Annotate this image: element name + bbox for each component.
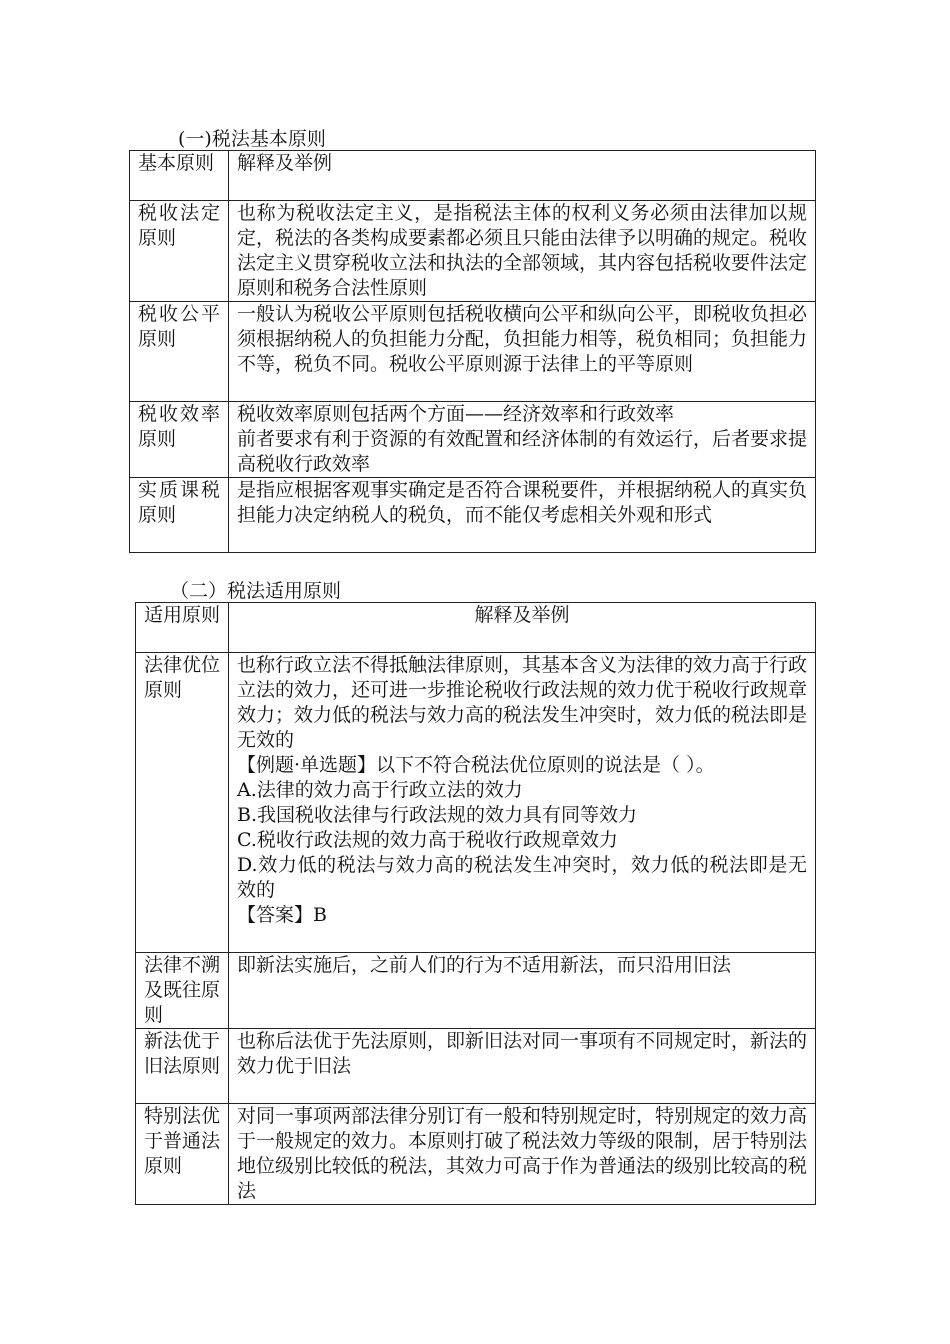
principle-name: 特别法优于普通法原则 <box>136 1104 229 1205</box>
principle-name: 法律优位原则 <box>136 653 229 953</box>
header-explanation: 解释及举例 <box>229 151 816 201</box>
principle-description: 一般认为税收公平原则包括税收横向公平和纵向公平，即税收负担必须根据纳税人的负担能力分配，负担能力相等，税负相同；负担能力不等，税负不同。税收公平原则源于法律上的平等原则 <box>229 302 816 402</box>
example-question: 【例题·单选题】以下不符合税法优位原则的说法是（ ）。 <box>237 754 715 776</box>
example-option-a: A.法律的效力高于行政立法的效力 <box>237 779 523 801</box>
principle-name: 税收效率原则 <box>130 402 229 478</box>
table-row <box>136 953 816 1029</box>
header-explanation: 解释及举例 <box>229 603 816 653</box>
principle-description: 即新法实施后，之前人们的行为不适用新法，而只沿用旧法 <box>229 953 816 1029</box>
principle-description: 对同一事项两部法律分别订有一般和特别规定时，特别规定的效力高于一般规定的效力。本原则打破了税法效力等级的限制，居于特别法地位级别比较低的税法，其效力可高于作为普通法的级别比较高的税法 <box>229 1104 816 1205</box>
description-text: 也称行政立法不得抵触法律原则，其基本含义为法律的效力高于行政立法的效力，还可进一步推论税收行政法规的效力优于税收行政规章效力；效力低的税法与效力高的税法发生冲突时，效力低的税法即是无效的 <box>237 654 808 751</box>
example-option-b: B.我国税收法律与行政法规的效力具有同等效力 <box>237 804 638 826</box>
description-line: 前者要求有利于资源的有效配置和经济体制的有效运行，后者要求提高税收行政效率 <box>237 428 808 475</box>
principle-name: 实质课税原则 <box>130 478 229 553</box>
principle-name: 新法优于旧法原则 <box>136 1029 229 1104</box>
principle-description: 也称为税收法定主义，是指税法主体的权利义务必须由法律加以规定，税法的各类构成要素都必须且只能由法律予以明确的规定。税收法定主义贯穿税收立法和执法的全部领域，其内容包括税收要件法定原则和税务合法性原则 <box>229 201 816 302</box>
principle-description <box>229 402 816 478</box>
example-answer: 【答案】B <box>237 904 327 926</box>
principle-description: 是指应根据客观事实确定是否符合课税要件，并根据纳税人的真实负担能力决定纳税人的税负，而不能仅考虑相关外观和形式 <box>229 478 816 553</box>
header-basic-principle: 基本原则 <box>130 151 229 201</box>
description-line: 税收效率原则包括两个方面——经济效率和行政效率 <box>237 403 675 425</box>
table-row <box>136 653 816 953</box>
application-principles-table <box>135 602 816 1205</box>
table-row <box>136 1029 816 1104</box>
table-header-row <box>130 151 816 201</box>
example-option-c: C.税收行政法规的效力高于税收行政规章效力 <box>237 829 618 851</box>
principle-name: 税收法定原则 <box>130 201 229 302</box>
table-row <box>130 201 816 302</box>
principle-name: 税收公平原则 <box>130 302 229 402</box>
header-application-principle: 适用原则 <box>136 603 229 653</box>
section-title-basic-principles: (一)税法基本原则 <box>178 128 326 150</box>
principle-name: 法律不溯及既往原则 <box>136 953 229 1029</box>
principle-description: 也称后法优于先法原则，即新旧法对同一事项有不同规定时，新法的效力优于旧法 <box>229 1029 816 1104</box>
table-row <box>130 402 816 478</box>
table-header-row <box>136 603 816 653</box>
basic-principles-table <box>129 150 816 553</box>
section-title-application-principles: （二）税法适用原则 <box>170 580 342 602</box>
table-row <box>136 1104 816 1205</box>
principle-description <box>229 653 816 953</box>
table-row <box>130 302 816 402</box>
table-row <box>130 478 816 553</box>
example-option-d: D.效力低的税法与效力高的税法发生冲突时，效力低的税法即是无效的 <box>237 854 807 901</box>
